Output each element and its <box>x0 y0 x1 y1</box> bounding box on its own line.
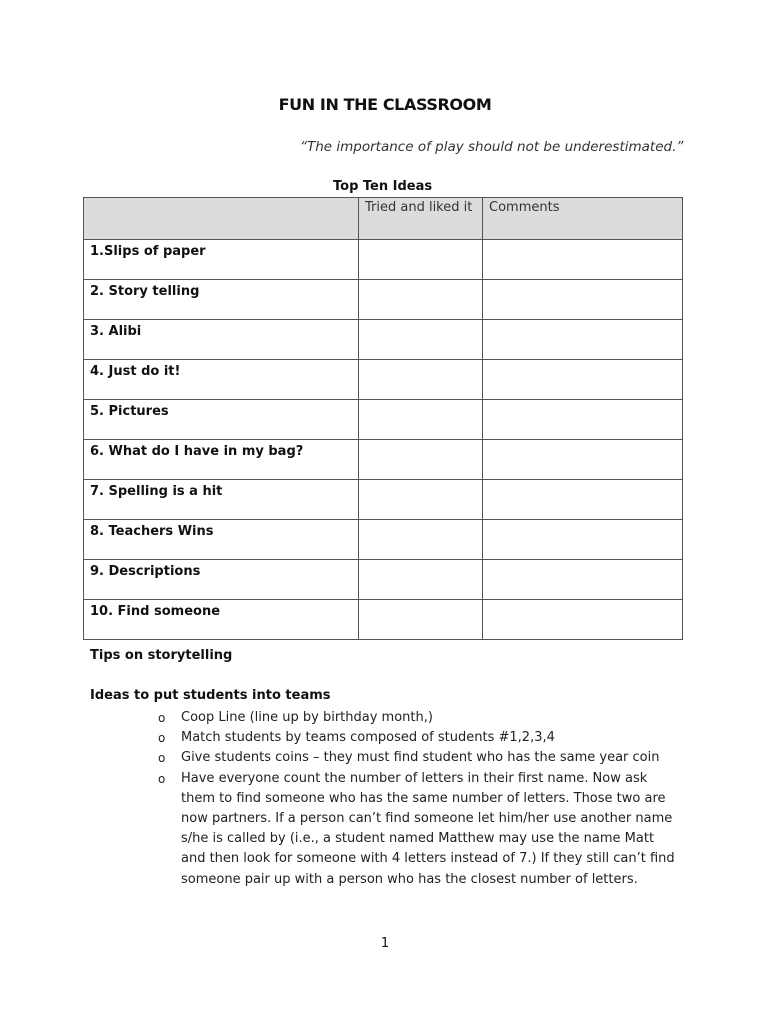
tried-cell <box>359 600 483 640</box>
comments-cell <box>483 480 683 520</box>
bullet-icon: o <box>158 751 166 766</box>
table-caption: Top Ten Ideas <box>333 179 433 194</box>
comments-cell <box>483 240 683 280</box>
header-cell-idea <box>84 198 359 240</box>
idea-cell: 7. Spelling is a hit <box>84 480 359 520</box>
tried-cell <box>359 400 483 440</box>
teams-heading: Ideas to put students into teams <box>90 688 331 703</box>
comments-cell <box>483 400 683 440</box>
idea-cell: 5. Pictures <box>84 400 359 440</box>
list-item-text: Coop Line (line up by birthday month,) <box>181 710 433 725</box>
table-row <box>84 520 683 560</box>
bullet-icon: o <box>158 711 166 725</box>
idea-cell: 9. Descriptions <box>84 560 359 600</box>
table-row <box>84 440 683 480</box>
document-title: FUN IN THE CLASSROOM <box>278 95 492 114</box>
tried-cell <box>359 280 483 320</box>
idea-cell: 3. Alibi <box>84 320 359 360</box>
comments-cell <box>483 560 683 600</box>
comments-cell <box>483 360 683 400</box>
list-item <box>150 748 680 768</box>
list-item-text: Match students by teams composed of students #1,2,3,4 <box>181 730 555 746</box>
table-row <box>84 600 683 640</box>
idea-cell: 8. Teachers Wins <box>84 520 359 560</box>
idea-cell: 1.Slips of paper <box>84 240 359 280</box>
table-row <box>84 560 683 600</box>
ideas-table <box>83 197 683 640</box>
list-item <box>150 769 680 890</box>
list-item <box>150 728 680 748</box>
list-item-text: Give students coins – they must find student who has the same year coin <box>181 750 660 766</box>
list-item <box>150 708 680 728</box>
comments-cell <box>483 280 683 320</box>
comments-cell <box>483 440 683 480</box>
tried-cell <box>359 360 483 400</box>
tried-cell <box>359 480 483 520</box>
page-number: 1 <box>380 936 390 951</box>
bullet-icon: o <box>158 731 166 746</box>
bullet-icon: o <box>158 771 166 786</box>
idea-cell: 4. Just do it! <box>84 360 359 400</box>
comments-cell <box>483 520 683 560</box>
tried-cell <box>359 440 483 480</box>
tried-cell <box>359 320 483 360</box>
table-row <box>84 320 683 360</box>
idea-cell: 2. Story telling <box>84 280 359 320</box>
tips-heading: Tips on storytelling <box>90 648 233 663</box>
comments-cell <box>483 600 683 640</box>
tried-cell <box>359 240 483 280</box>
comments-cell <box>483 320 683 360</box>
header-cell-comments: Comments <box>483 198 683 240</box>
table-row <box>84 360 683 400</box>
idea-cell: 6. What do I have in my bag? <box>84 440 359 480</box>
team-ideas-list <box>150 708 680 890</box>
quote: “The importance of play should not be underestimated.” <box>300 139 684 155</box>
table-row <box>84 280 683 320</box>
tried-cell <box>359 520 483 560</box>
table-row <box>84 480 683 520</box>
tried-cell <box>359 560 483 600</box>
table-row <box>84 400 683 440</box>
idea-cell: 10. Find someone <box>84 600 359 640</box>
table-row <box>84 240 683 280</box>
list-item-text: Have everyone count the number of letters in their first name. Now ask them to find someone who has the same number of letters. Those two are now partners. If a person can’t find someone let him/her use another name s/he is called by (i.e., a student named Matthew may use the name Matt and then look for someone with 4 letters instead of 7.) If they still can’t find someone pair up with a person who has the closest number of letters. <box>181 770 675 887</box>
table-header-row <box>84 198 683 240</box>
header-cell-tried: Tried and liked it <box>359 198 483 240</box>
